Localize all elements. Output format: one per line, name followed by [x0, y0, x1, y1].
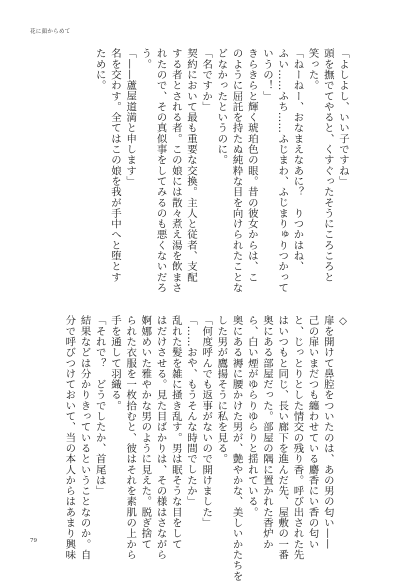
- text-line: 「……おや、もうそんな時間でしたか」: [184, 315, 197, 507]
- text-line: 扉を開けて鼻腔をついたのは、あの男の匂い——: [321, 315, 334, 550]
- text-line: 奥にある部屋だった。部屋の隅に置かれた香炉か: [260, 315, 273, 550]
- text-line: う。: [139, 48, 152, 70]
- text-line: 「よしよし、いい子ですね」: [337, 48, 349, 187]
- text-line: いうの！」: [260, 48, 273, 102]
- text-line: 契約において最も重要な交換。主人と従者、支配: [184, 48, 197, 283]
- text-line: 頭を撫でてやると、くすぐったそうにころころと: [321, 48, 334, 283]
- text-line: 「ねーねー、おなまえなあに？ りつかはね、: [291, 48, 304, 272]
- text-line: した男が鷹揚そうに私を見る。: [215, 315, 228, 465]
- text-line: 奥にある褥に腰かけた男が、艶やかな、美しいかたちを: [230, 315, 243, 581]
- text-line: 「名ですか」: [200, 48, 213, 112]
- text-line: する者とされる者。この娘には散々煮え湯を飲まさ: [169, 48, 182, 293]
- text-line: ら、白い煙がゆらりゆらりと揺れている。: [245, 315, 258, 518]
- text-line: と、じっとりとした情交の残り香。呼び出された先: [291, 315, 304, 560]
- text-line: 「——蘆屋道満と申します」: [124, 48, 137, 187]
- text-line: 「何度呼んでも返事がないので開けました」: [200, 315, 213, 528]
- text-line: きらきらと輝く琥珀色の眼。昔の彼女からは、こ: [245, 48, 258, 283]
- text-line: はだけさせる。見た目ばかりは、その様はさながら: [154, 315, 167, 560]
- page-number: 79: [30, 538, 37, 544]
- text-line: 乱れた髪を雑に掻き乱す。男は眠そうな目をして: [169, 315, 182, 550]
- text-line: 己の扉いまだつも纏わせている麝香にい香の匂い: [306, 315, 319, 550]
- text-line: 手を通して羽織る。: [108, 315, 121, 411]
- text-line: 結果などは分かりきっているということなのか。自: [78, 315, 91, 560]
- text-line: はいつもと同じ、長い廊下を進んだ先、屋敷の一番: [276, 315, 289, 560]
- running-header: 花に顔からめて: [30, 29, 71, 35]
- text-line: ために。: [93, 48, 106, 91]
- section-break-ornament: ◇: [337, 315, 349, 328]
- upper-text-block: [92, 48, 350, 293]
- lower-text-block: [61, 315, 350, 581]
- text-line: 分で呼びつけておいて、当の本人からはあまり興味: [63, 315, 76, 560]
- text-line: れたので、その真似事をしてみるのも悪くないだろ: [154, 48, 167, 293]
- text-line: られた衣服を一枚拾むと、彼はそれを素肌の上から: [124, 315, 137, 560]
- text-line: 名を交わす。全てはこの娘を我が手中へと堕とす: [108, 48, 121, 283]
- text-line: どなかったというのに。: [215, 48, 228, 166]
- text-line: 「それで？ どうでしたか、首尾は」: [93, 315, 106, 497]
- text-line: ふい……ふち……ふじまわ、ふじまりゅりつかって: [276, 48, 289, 293]
- text-line: 笑った。: [306, 48, 319, 91]
- text-line: のように屈託を持たぬ純粋な目を向けられたことな: [230, 48, 243, 293]
- text-line: 婀娜めいた雅やかな男のように見えた。脱ぎ捨て: [139, 315, 152, 550]
